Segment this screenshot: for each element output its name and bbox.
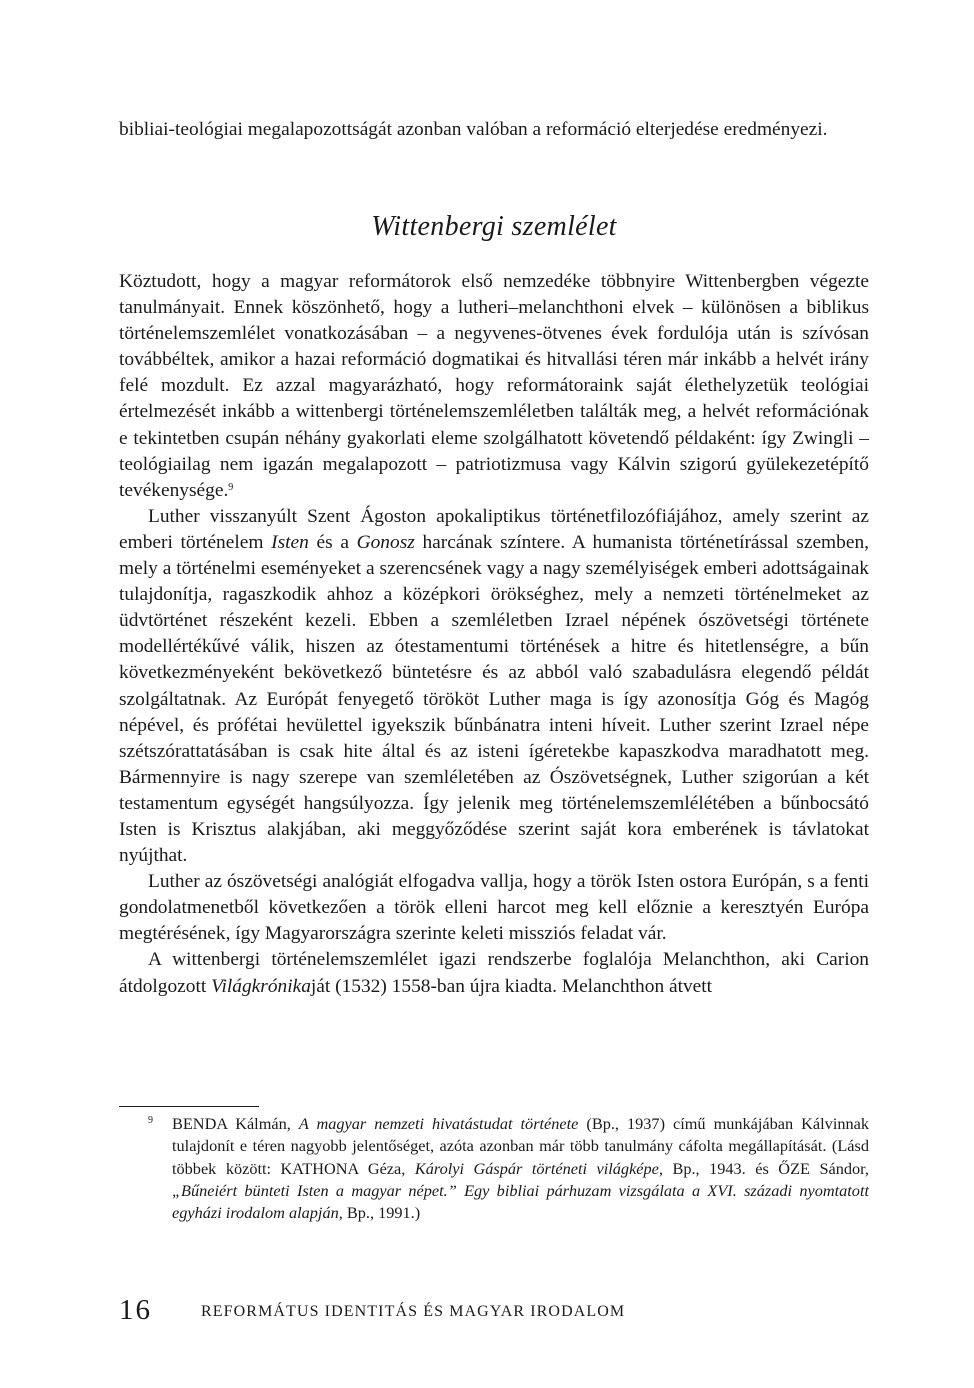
paragraph-2-text-c: harcának színtere. A humanista történetírással szemben, mely a történelmi eseményeket a szerencsének vagy a nagy személyiségek emberi adottságainak tulajdonítja, ragaszkodik ahhoz a középkori örökséghez, mely a nemzeti történelmeket az üdvtörténet részeként kezeli. Ebben a szemléletben Izrael népének ószövetségi története modellértékűvé válik, hiszen az ótestamentumi történések a hitre és hitetlenségre, a bűn következményeként bekövetkező büntetésre és az abból való szabadulásra elegendő példát szolgáltatnak. Az Európát fenyegető törököt Luther maga is így azonosítja Góg és Magóg népével, és prófétai hevülettel igyekszik bűnbánatra inteni híveit. Luther szerint Izrael népe szétszórattatásában is csak hite által és az isteni ígéretekbe kapaszkodva maradhatott meg. Bármennyire is nagy szerepe van szemléletében az Ószövetségnek, Luther szigorúan a két testamentum egységét hangsúlyozza. Így jelenik meg történelemszemlélétében a bűnbocsátó Isten is Krisztus alakjában, aki meggyőződése szerint saját kora emberének is távlatokat nyújthat. — [119, 531, 869, 867]
intro-text: bibliai-teológiai megalapozottságát azonban valóban a reformáció elterjedése eredményezi. — [119, 119, 828, 140]
section-heading: Wittenbergi szemlélet — [371, 211, 617, 242]
footnote-reference: 9 — [228, 481, 234, 493]
page-footer — [119, 1292, 869, 1332]
footnotes — [148, 1113, 869, 1224]
footnote-number: 9 — [148, 1115, 153, 1126]
paragraph-4 — [119, 947, 869, 999]
paragraph-1-text: Köztudott, hogy a magyar reformátorok első nemzedéke többnyire Wittenbergben végezte tanulmányait. Ennek köszönhető, hogy a lutheri–melanchthoni elvek – különösen a biblikus történelemszemlélet vonatkozásában – a negyvenes-ötvenes évek fordulója után is szívósan továbbéltek, amikor a hazai reformáció dogmatikai és hitvallási téren már inkább a helvét irány felé mozdult. Ez azzal magyarázható, hogy reformátoraink saját élethelyzetük teológiai értelmezését inkább a wittenbergi történelemszemléletben találták meg, a helvét reformációnak e tekintetben csupán néhány gyakorlati eleme szolgálhatott követendő példaként: így Zwingli – teológiailag nem igazán megalapozott – patriotizmusa vagy Kálvin szigorú gyülekezetépítő tevékenysége. — [119, 271, 869, 501]
footnote-italic-2: Károlyi Gáspár történeti világképe, — [414, 1158, 663, 1178]
footnote-italic-1: A magyar nemzeti hivatástudat története — [298, 1114, 579, 1133]
paragraph-2 — [119, 504, 869, 869]
footnote-text-3: Bp., 1943. és ŐZE Sándor, — [662, 1158, 870, 1178]
italic-vilagkronika: Világkrónika — [211, 975, 311, 997]
paragraph-3: Luther az ószövetségi analógiát elfogadva vallja, hogy a török Isten ostora Európán, s a fenti gondolatmenetből következően a török elleni harcot meg kell előznie a keresztyén Európa megtérésének, így Magyarországra szerinte keleti missziós feladat vár. — [119, 871, 869, 945]
intro-paragraph — [119, 117, 869, 143]
page-number: 16 — [119, 1294, 152, 1326]
footnote-text-2: (Bp., 1937) című munkájában Kálvinnak tulajdonít e téren nagyobb jelentőséget, azóta azonban már több tanulmány cáfolta megállapítását. (Lásd többek között: KATHONA Géza, — [172, 1114, 869, 1178]
footnote-divider — [119, 1106, 259, 1107]
paragraph-2-text-a: Luther visszanyúlt Szent Ágoston apokaliptikus történetfilozófiájához, amely szerint az emberi történelem — [119, 505, 869, 553]
footnote-italic-3: „Bűneiért bünteti Isten a magyar népet.” Egy bibliai párhuzam vizsgálata a XVI. századi nyomtatott egyházi irodalom alapján, — [172, 1180, 869, 1223]
running-title: REFORMÁTUS IDENTITÁS ÉS MAGYAR IRODALOM — [201, 1303, 626, 1320]
paragraph-1 — [119, 269, 869, 504]
body-text — [119, 269, 869, 1000]
footnote-text-4: Bp., 1991.) — [342, 1203, 421, 1223]
italic-gonosz: Gonosz — [356, 531, 415, 553]
footnote-text-1: BENDA Kálmán, — [172, 1114, 299, 1133]
paragraph-4-text-b: ját (1532) 1558-ban újra kiadta. Melanchthon átvett — [310, 975, 713, 997]
paragraph-2-text-b: és a — [308, 531, 357, 553]
paragraph-4-text-a: A wittenbergi történelemszemlélet igazi rendszerbe foglalója Melanchthon, aki Carion átdolgozott — [119, 949, 869, 997]
italic-isten: Isten — [271, 531, 309, 553]
footnote-9 — [148, 1113, 869, 1224]
